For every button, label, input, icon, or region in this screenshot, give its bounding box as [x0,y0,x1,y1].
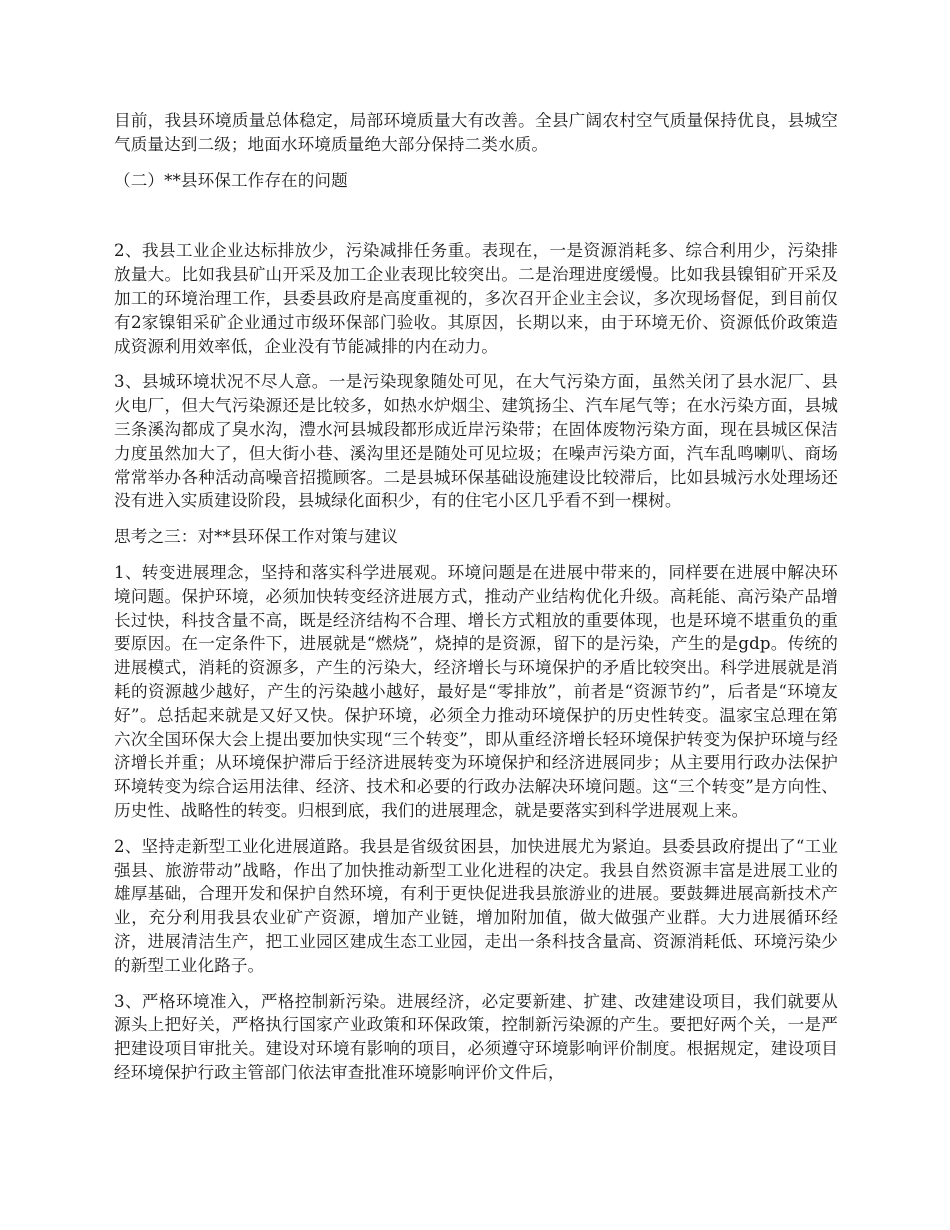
section-heading-countermeasures: 思考之三：对**县环保工作对策与建议 [114,527,398,547]
paragraph-environment-status: 目前，我县环境质量总体稳定，局部环境质量大有改善。全县广阔农村空气质量保持优良，县城空气质量达到二级；地面水环境质量绝大部分保持二类水质。 [114,111,838,154]
document-body [114,109,838,1097]
paragraph-countermeasure-2: 2、坚持走新型工业化进展道路。我县是省级贫困县，加快进展尤为紧迫。县委县政府提出了“工业强县、旅游带动”战略，作出了加快推动新型工业化进程的决定。我县自然资源丰富是进展工业的雄厚基础，合理开发和保护自然环境，有利于更快促进我县旅游业的进展。要鼓舞进展高新技术产业，充分利用我县农业矿产资源，增加产业链，增加附加值，做大做强产业群。大力进展循环经济，进展清洁生产，把工业园区建成生态工业园，走出一条科技含量高、资源消耗低、环境污染少的新型工业化路子。 [114,836,838,975]
paragraph-countermeasure-3: 3、严格环境准入，严格控制新污染。进展经济，必定要新建、扩建、改建建设项目，我们就要从源头上把好关，严格执行国家产业政策和环保政策，控制新污染源的产生。要把好两个关，一是严把建设项目审批关。建设对环境有影响的项目，必须遵守环境影响评价制度。根据规定，建设项目经环境保护行政主管部门依法审查批准环境影响评价文件后， [114,991,838,1082]
paragraph-countermeasure-1: 1、转变进展理念，坚持和落实科学进展观。环境问题是在进展中带来的，同样要在进展中解决环境问题。保护环境，必须加快转变经济进展方式，推动产业结构优化升级。高耗能、高污染产品增长过快，科技含量不高，既是经济结构不合理、增长方式粗放的重要体现，也是环境不堪重负的重要原因。在一定条件下，进展就是“燃烧”，烧掉的是资源，留下的是污染，产生的是gdp。传统的进展模式，消耗的资源多，产生的污染大，经济增长与环境保护的矛盾比较突出。科学进展就是消耗的资源越少越好，产生的污染越小越好，最好是“零排放”，前者是“资源节约”，后者是“环境友好”。总括起来就是又好又快。保护环境，必须全力推动环境保护的历史性转变。温家宝总理在第六次全国环保大会上提出要加快实现“三个转变”，即从重经济增长轻环境保护转变为保护环境与经济增长并重；从环境保护滞后于经济进展转变为环境保护和经济进展同步；从主要用行政办法保护环境转变为综合运用法律、经济、技术和必要的行政办法解决环境问题。这“三个转变”是方向性、历史性、战略性的转变。归根到底，我们的进展理念，就是要落实到科学进展观上来。 [114,562,838,820]
paragraph-problem-2: 2、我县工业企业达标排放少，污染减排任务重。表现在，一是资源消耗多、综合利用少，污染排放量大。比如我县矿山开采及加工企业表现比较突出。二是治理进度缓慢。比如我县镍钼矿开采及加工的环境治理工作，县委县政府是高度重视的，多次召开企业主会议，多次现场督促，到目前仅有2家镍钼采矿企业通过市级环保部门验收。其原因，长期以来，由于环境无价、资源低价政策造成资源利用效率低，企业没有节能减排的内在动力。 [114,241,838,356]
paragraph-problem-3: 3、县城环境状况不尽人意。一是污染现象随处可见，在大气污染方面，虽然关闭了县水泥厂、县火电厂，但大气污染源还是比较多，如热水炉烟尘、建筑扬尘、汽车尾气等；在水污染方面，县城三条溪沟都成了臭水沟，澧水河县城段都形成近岸污染带；在固体废物污染方面，现在县城区保洁力度虽然加大了，但大街小巷、溪沟里还是随处可见垃圾；在噪声污染方面，汽车乱鸣喇叭、商场常常举办各种活动高噪音招揽顾客。二是县城环保基础设施建设比较滞后，比如县城污水处理场还没有进入实质建设阶段，县城绿化面积少，有的住宅小区几乎看不到一棵树。 [114,372,838,511]
section-heading-problems: （二）**县环保工作存在的问题 [114,170,348,190]
blank-line [114,204,838,227]
